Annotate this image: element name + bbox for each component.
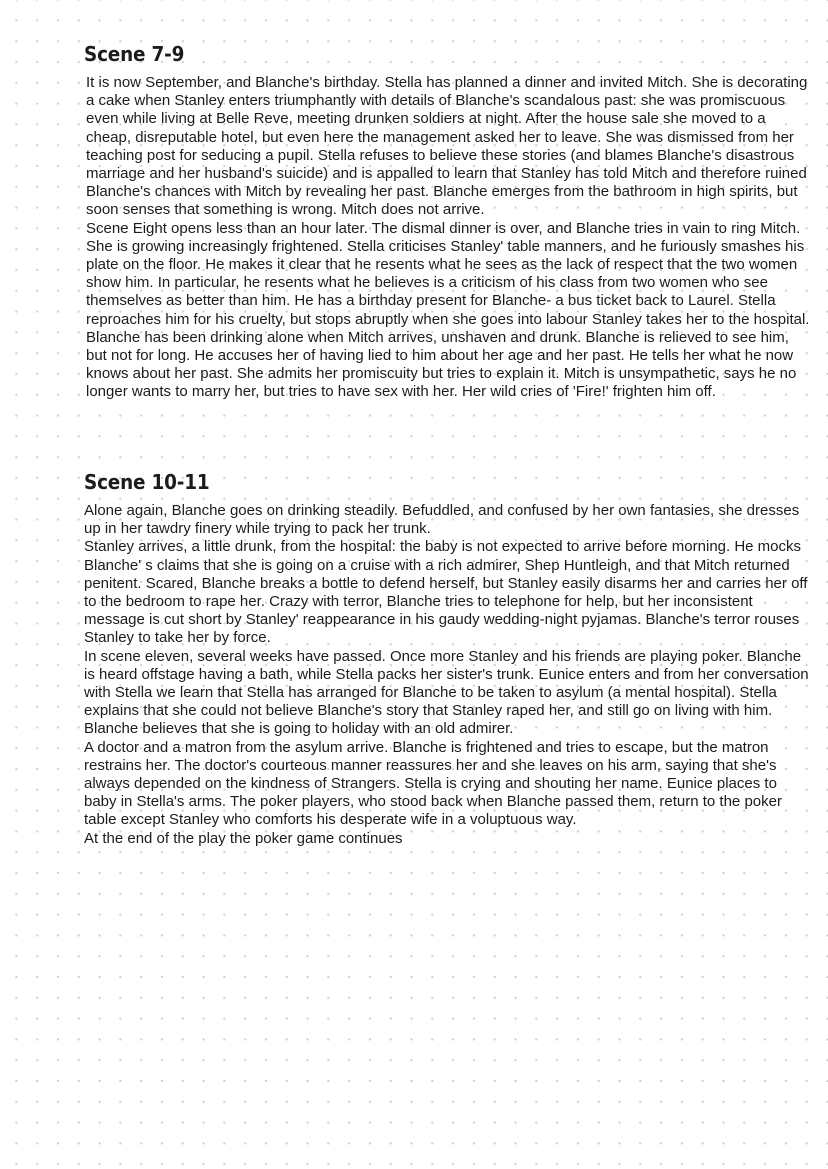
paragraph: A doctor and a matron from the asylum arrive. Blanche is frightened and tries to escape, but the matron restrains her. The doctor's courteous manner reassures her and she leaves on his arm, saying that she's always depended on the kindness of Strangers. Stella is crying and shouting her name. Eunice places to baby in Stella's arms. The poker players, who stood back when Blanche passed them, return to the poker table except Stanley who comforts his desperate wife in a voluptuous way. (84, 738, 782, 829)
section-heading: Scene 10-11 (84, 470, 210, 494)
paragraph: Scene Eight opens less than an hour later. The dismal dinner is over, and Blanche tries in vain to ring Mitch. She is growing increasingly frightened. Stella criticises Stanley' table manners, and he furiously smashes his plate on the floor. He makes it clear that he resents what he sees as the lack of respect that the two women show him. In particular, he resents what he believes is a criticism of his class from two women who see themselves as better than him. He has a birthday present for Blanche- a bus ticket back to Laurel. Stella reproaches him for his cruelty, but stops abruptly when she goes into labour Stanley takes her to the hospital. (86, 219, 810, 328)
paragraph: Stanley arrives, a little drunk, from the hospital: the baby is not expected to arrive before morning. He mocks Blanche' s claims that she is going on a cruise with a rich admirer, Shep Huntleigh, and that Mitch returned penitent. Scared, Blanche breaks a bottle to defend herself, but Stanley easily disarms her and carries her off to the bedroom to rape her. Crazy with terror, Blanche tries to telephone for help, but her inconsistent message is cut short by Stanley' reappearance in his gaudy wedding-night pyjamas. Blanche's terror rouses Stanley to take her by force. (84, 538, 808, 647)
section-scene-10-11 (84, 468, 812, 848)
paragraph: In scene eleven, several weeks have passed. Once more Stanley and his friends are playing poker. Blanche is heard offstage having a bath, while Stella packs her sister's trunk. Eunice enters and from her conversation with Stella we learn that Stella has arranged for Blanche to be taken to asylum (a mental hospital). Stella explains that she could not believe Blanche's story that Stanley raped her, and still go on living with him. Blanche believes that she is going to holiday with an old admirer. (84, 647, 809, 738)
paragraph: It is now September, and Blanche's birthday. Stella has planned a dinner and invited Mitch. She is decorating a cake when Stanley enters triumphantly with details of Blanche's scandalous past: she was promiscuous even while living at Belle Reve, meeting drunken soldiers at night. After the house sale she moved to a cheap, disreputable hotel, but even here the management asked her to leave. She was dismissed from her teaching post for seducing a pupil. Stella refuses to believe these stories (and blames Blanche's disastrous marriage and her husband's suicide) and is appalled to learn that Stanley has told Mitch and therefore ruined Blanche's chances with Mitch by revealing her past. Blanche emerges from the bathroom in high spirits, but soon senses that something is wrong. Mitch does not arrive. (86, 74, 808, 219)
paragraph: Alone again, Blanche goes on drinking steadily. Befuddled, and confused by her own fantasies, she dresses up in her tawdry finery while trying to pack her trunk. (84, 502, 800, 538)
paragraph: Blanche has been drinking alone when Mitch arrives, unshaven and drunk. Blanche is relieved to see him, but not for long. He accuses her of having lied to him about her age and her past. He tells her what he now knows about her past. She admits her promiscuity but tries to explain it. Mitch is unsympathetic, says he no longer wants to marry her, but tries to have sex with her. Her wild cries of 'Fire!' frighten him off. (86, 328, 797, 401)
section-scene-7-9 (84, 40, 812, 402)
paragraph: At the end of the play the poker game continues (84, 829, 403, 847)
section-heading: Scene 7-9 (84, 42, 185, 66)
